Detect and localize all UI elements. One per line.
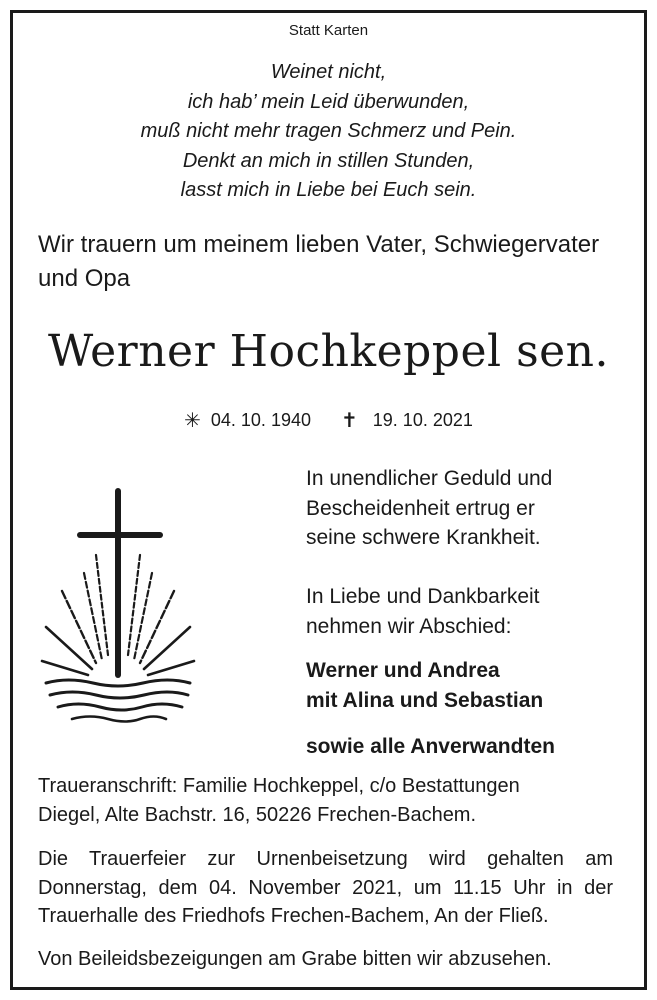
poem (0, 58, 657, 206)
birth-date: 04. 10. 1940 (210, 410, 311, 430)
poem-line: muß nicht mehr tragen Schmerz und Pein. (140, 120, 517, 142)
death-cross-icon: ✝ (341, 410, 358, 432)
poem-line: Weinet nicht, (270, 61, 387, 83)
ceremony-line-2: Donnerstag, dem 04. November 2021, um 11.15 Uhr in der (38, 876, 613, 899)
birth-star-icon: ✳ (184, 410, 201, 432)
family-line: mit Alina und Sebastian (306, 688, 544, 712)
poem-line: ich hab’ mein Leid überwunden, (187, 90, 470, 113)
farewell-line: nehmen wir Abschied: (306, 614, 512, 638)
farewell-line: In Liebe und Dankbarkeit (306, 585, 540, 608)
intro-line-2: und Opa (38, 265, 131, 292)
poem-line: lasst mich in Liebe bei Euch sein. (180, 179, 477, 201)
header-text: Statt Karten (288, 22, 369, 39)
family-names (306, 656, 543, 715)
intro-line-1: Wir trauern um meinem lieben Vater, Schwiegervater (38, 231, 600, 258)
deceased-name: Werner Hochkeppel sen. (47, 326, 610, 377)
mourning-intro (38, 228, 638, 296)
relatives-text: sowie alle Anverwandten (306, 735, 555, 758)
family-line: Werner und Andrea (306, 659, 500, 682)
ceremony-line-1: Die Trauerfeier zur Urnenbeisetzung wird gehalten am (38, 848, 613, 870)
statement-line: Bescheidenheit ertrug er (306, 496, 535, 520)
statement-line: seine schwere Krankheit. (306, 526, 541, 549)
statement-line: In unendlicher Geduld und (306, 467, 553, 490)
closing-note: Von Beileidsbezeigungen am Grabe bitten wir abzusehen. (38, 948, 552, 970)
address-line-2: Diegel, Alte Bachstr. 16, 50226 Frechen-Bachem. (38, 803, 477, 826)
statement-text (306, 464, 552, 553)
cross-sunrise-emblem-icon (38, 485, 198, 730)
mourning-address (38, 772, 613, 829)
address-line-1: Traueranschrift: Familie Hochkeppel, c/o Bestattungen (38, 775, 520, 797)
farewell-text (306, 582, 540, 641)
poem-line: Denkt an mich in stillen Stunden, (182, 149, 475, 172)
life-dates (0, 408, 657, 433)
death-date: 19. 10. 2021 (372, 410, 473, 430)
ceremony-line-3: Trauerhalle des Friedhofs Frechen-Bachem, An der Fließ. (38, 905, 549, 927)
ceremony-info (38, 845, 613, 931)
